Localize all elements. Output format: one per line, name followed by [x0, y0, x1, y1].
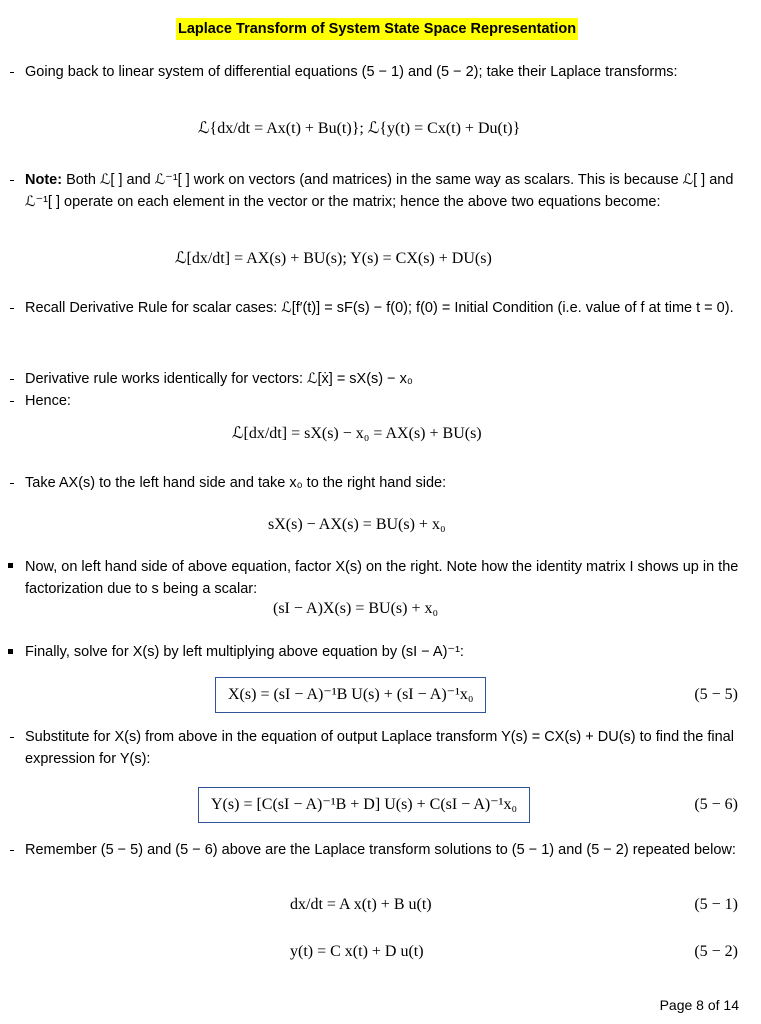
bullet-square — [8, 649, 13, 654]
paragraph-solve: Finally, solve for X(s) by left multiplying above equation by (sI − A)⁻¹: — [25, 644, 464, 660]
note-text: Both ℒ[ ] and ℒ⁻¹[ ] work on vectors (and matrices) in the same way as scalars. This is because ℒ[ ] and ℒ⁻¹[ ] operate on each element in the vector or the matrix; hence the above two equations become: — [25, 172, 734, 210]
equation-derivative-vector: ℒ[dx/dt] = sX(s) − x₀ = AX(s) + BU(s) — [232, 425, 482, 442]
bullet-dash — [10, 483, 14, 484]
paragraph-note — [25, 169, 740, 213]
bullet-dash — [10, 401, 14, 402]
equation-number: (5 − 2) — [694, 943, 738, 960]
paragraph-substitute: Substitute for X(s) from above in the equation of output Laplace transform Y(s) = CX(s) + DU(s) to find the final expression for Y(s): — [25, 729, 734, 767]
bullet-dash — [10, 308, 14, 309]
equation-number: (5 − 1) — [694, 896, 738, 913]
equation-output: y(t) = C x(t) + D u(t) — [290, 943, 424, 960]
paragraph-derivative-rule: Recall Derivative Rule for scalar cases: ℒ[f′(t)] = sF(s) − f(0); f(0) = Initial Condition (i.e. value of f at time t = 0). — [25, 300, 734, 316]
equation-state-solution: X(s) = (sI − A)⁻¹B U(s) + (sI − A)⁻¹x₀ — [215, 677, 486, 713]
equation-laplace-pair: ℒ{dx/dt = Ax(t) + Bu(t)}; ℒ{y(t) = Cx(t) + Du(t)} — [198, 120, 521, 137]
bullet-dash — [10, 850, 14, 851]
bullet-dash — [10, 72, 14, 73]
equation-number: (5 − 5) — [694, 686, 738, 703]
note-label: Note: — [25, 172, 63, 188]
equation-state: dx/dt = A x(t) + B u(t) — [290, 896, 432, 913]
bullet-dash — [10, 379, 14, 380]
page-number: Page 8 of 14 — [659, 997, 739, 1013]
equation-output-solution: Y(s) = [C(sI − A)⁻¹B + D] U(s) + C(sI − A)⁻¹x₀ — [198, 787, 530, 823]
equation-vector-transform: ℒ[dx/dt] = AX(s) + BU(s); Y(s) = CX(s) + DU(s) — [175, 250, 492, 267]
bullet-dash — [10, 180, 14, 181]
bullet-square — [8, 563, 13, 568]
paragraph-vector-rule: Derivative rule works identically for vectors: ℒ[ẋ] = sX(s) − x₀ — [25, 371, 413, 387]
page-title: Laplace Transform of System State Space Representation — [176, 18, 578, 40]
paragraph-rearrange: Take AX(s) to the left hand side and take x₀ to the right hand side: — [25, 475, 447, 491]
paragraph-factor: Now, on left hand side of above equation, factor X(s) on the right. Note how the identity matrix I shows up in the factorization due to s being a scalar: — [25, 559, 739, 597]
equation-factored: (sI − A)X(s) = BU(s) + x₀ — [273, 600, 439, 617]
paragraph-hence: Hence: — [25, 393, 71, 409]
equation-rearranged: sX(s) − AX(s) = BU(s) + x₀ — [268, 516, 446, 533]
bullet-dash — [10, 737, 14, 738]
paragraph-remember: Remember (5 − 5) and (5 − 6) above are the Laplace transform solutions to (5 − 1) and (5 − 2) repeated below: — [25, 842, 736, 858]
equation-number: (5 − 6) — [694, 796, 738, 813]
paragraph-intro: Going back to linear system of differential equations (5 − 1) and (5 − 2); take their Laplace transforms: — [25, 64, 678, 80]
